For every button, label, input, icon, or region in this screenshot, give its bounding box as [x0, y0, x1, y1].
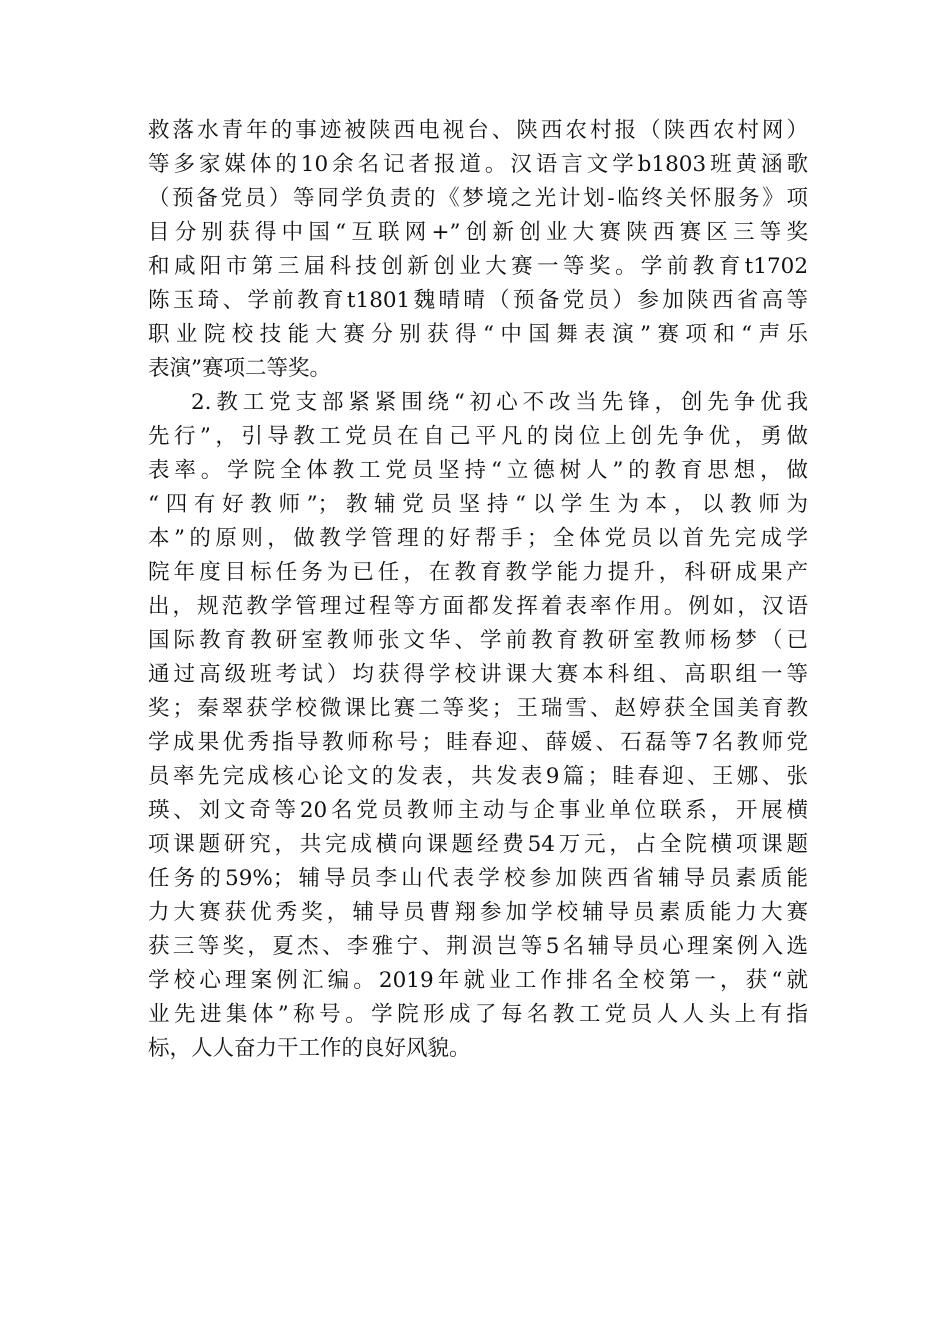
text-line: 2.教工党支部紧紧围绕“初心不改当先锋，创先争优我 — [191, 390, 808, 415]
text-line: 陈玉琦、学前教育t1801魏晴晴（预备党员）参加陕西省高等 — [148, 288, 808, 313]
text-line: 先行”，引导教工党员在自己平凡的岗位上创先争优，勇做 — [148, 424, 808, 449]
text-line: 瑛、刘文奇等20名党员教师主动与企事业单位联系，开展横 — [148, 798, 808, 823]
text-line: 表演”赛项二等奖。 — [148, 356, 331, 381]
text-line: 力大赛获优秀奖，辅导员曹翔参加学校辅导员素质能力大赛 — [148, 900, 808, 925]
text-line: 学校心理案例汇编。2019年就业工作排名全校第一，获“就 — [148, 968, 808, 993]
text-line: 等多家媒体的10余名记者报道。汉语言文学b1803班黄涵歌 — [148, 152, 808, 177]
text-line: 员率先完成核心论文的发表，共发表9篇；眭春迎、王娜、张 — [148, 764, 808, 789]
text-line: 救落水青年的事迹被陕西电视台、陕西农村报（陕西农村网） — [148, 118, 808, 143]
text-line: 职业院校技能大赛分别获得“中国舞表演”赛项和“声乐 — [148, 322, 808, 347]
text-line: 业先进集体”称号。学院形成了每名教工党员人人头上有指 — [148, 1002, 808, 1027]
text-line: 本”的原则，做教学管理的好帮手；全体党员以首先完成学 — [148, 526, 808, 551]
text-line: 学成果优秀指导教师称号；眭春迎、薛媛、石磊等7名教师党 — [148, 730, 808, 755]
text-line: 出，规范教学管理过程等方面都发挥着表率作用。例如，汉语 — [148, 594, 808, 619]
text-line: 国际教育教研室教师张文华、学前教育教研室教师杨梦（已 — [148, 628, 808, 653]
text-line: 任务的59%；辅导员李山代表学校参加陕西省辅导员素质能 — [148, 866, 808, 891]
text-line: 标，人人奋力干工作的良好风貌。 — [148, 1036, 471, 1061]
text-line: 和咸阳市第三届科技创新创业大赛一等奖。学前教育t1702 — [148, 254, 808, 279]
text-line: （预备党员）等同学负责的《梦境之光计划-临终关怀服务》项 — [148, 186, 808, 211]
text-line: 院年度目标任务为已任，在教育教学能力提升，科研成果产 — [148, 560, 808, 585]
text-line: 表率。学院全体教工党员坚持“立德树人”的教育思想，做 — [148, 458, 808, 483]
text-line: 项课题研究，共完成横向课题经费54万元，占全院横项课题 — [148, 832, 808, 857]
body-text — [148, 114, 808, 1066]
text-line: “四有好教师”；教辅党员坚持“以学生为本，以教师为 — [148, 492, 808, 517]
text-line: 奖；秦翠获学校微课比赛二等奖；王瑞雪、赵婷获全国美育教 — [148, 696, 808, 721]
text-line: 通过高级班考试）均获得学校讲课大赛本科组、高职组一等 — [148, 662, 808, 687]
text-line: 目分别获得中国“互联网+”创新创业大赛陕西赛区三等奖 — [148, 220, 808, 245]
text-line: 获三等奖，夏杰、李雅宁、荆涢岂等5名辅导员心理案例入选 — [148, 934, 808, 959]
